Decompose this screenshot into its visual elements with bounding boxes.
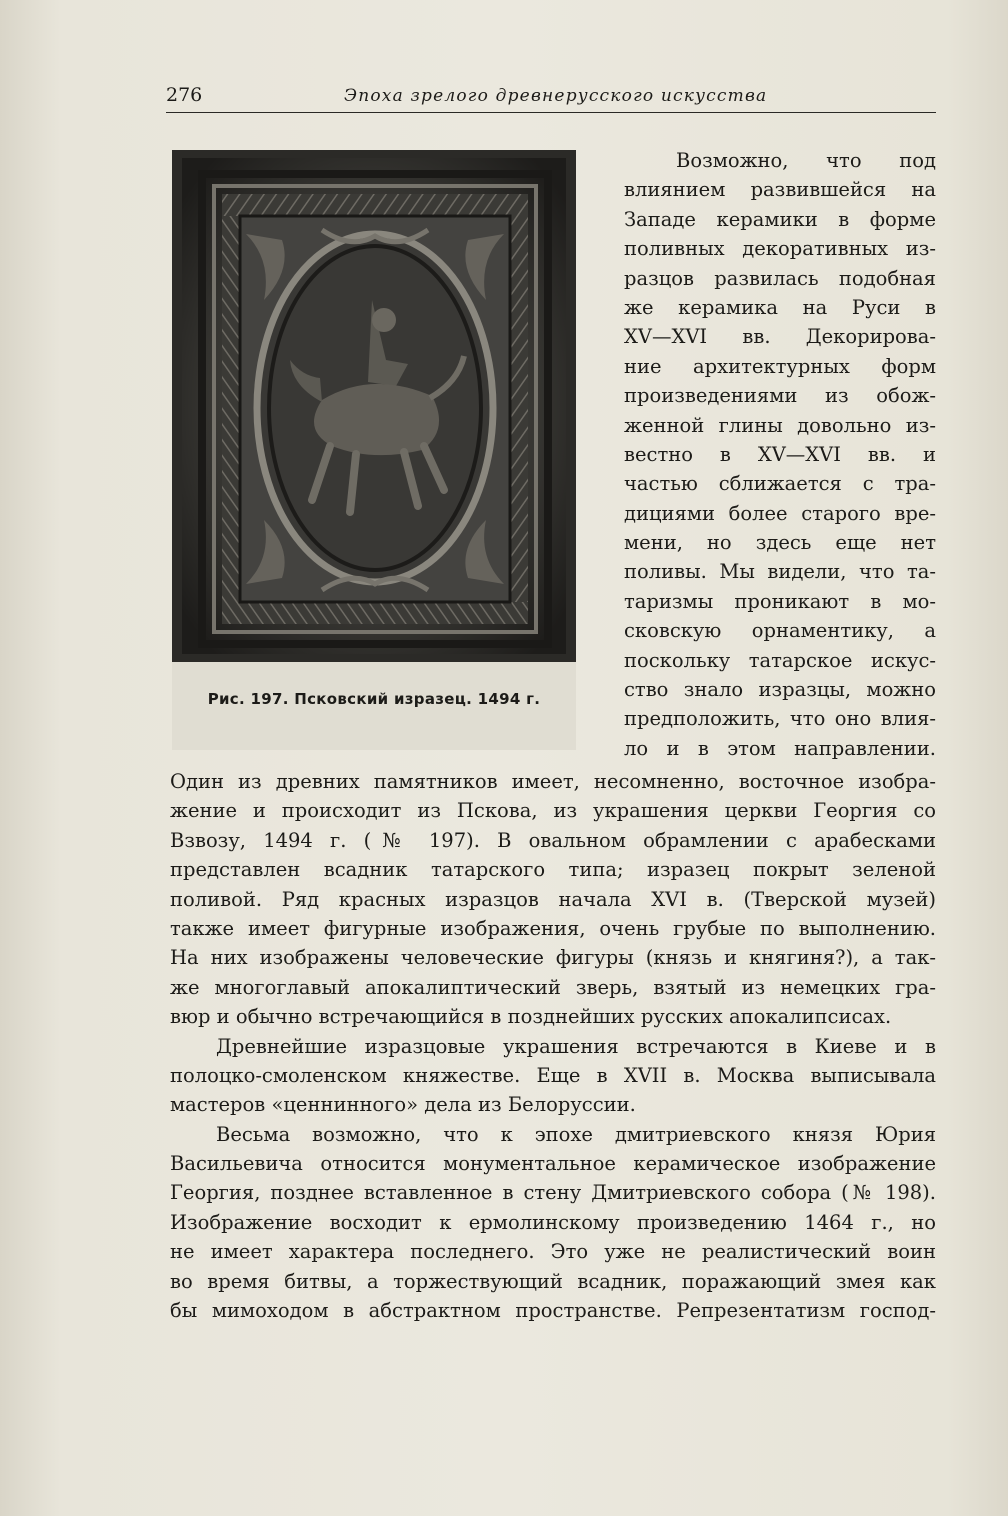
text-line: Весьма возможно, что к эпохе дмитриевского князя Юрия [216, 1122, 936, 1146]
figure-caption: Рис. 197. Псковский изразец. 1494 г. [207, 690, 541, 708]
running-title: Эпоха зрелого древнерусского искусства [344, 86, 768, 106]
text-line: вестно в XV—XVI вв. и [624, 442, 936, 466]
tile-photograph [172, 150, 576, 662]
text-line: женной глины довольно из- [624, 413, 936, 437]
text-line: На них изображены человеческие фигуры (князь и княгиня?), а так- [170, 946, 936, 970]
text-line: влиянием развившейся на [624, 178, 936, 202]
text-line: не имеет характера последнего. Это уже не реалистический воин [170, 1240, 936, 1264]
body-text [170, 767, 936, 1325]
text-line: мастеров «ценнинного» дела из Белоруссии. [170, 1093, 636, 1117]
text-line: Западе керамики в форме [624, 207, 936, 231]
text-line: сковскую орнаментику, а [624, 619, 936, 643]
text-line: Георгия, позднее вставленное в стену Дмитриевского собора (№ 198). [170, 1181, 936, 1205]
text-line: же многоглавый апокалиптический зверь, взятый из немецких гра- [170, 975, 936, 999]
text-line: полоцко-смоленском княжестве. Еще в XVII в. Москва выписывала [170, 1063, 936, 1087]
page-header [166, 82, 936, 113]
page-number: 276 [166, 84, 203, 106]
text-line: поливой. Ряд красных изразцов начала XVI в. (Тверской музей) [170, 887, 936, 911]
text-line: Взвозу, 1494 г. (№ 197). В овальном обрамлении с арабесками [170, 828, 936, 852]
text-line: дициями более старого вре- [624, 501, 936, 525]
text-line: Васильевича относится монументальное керамическое изображение [170, 1152, 936, 1176]
text-line: представлен всадник татарского типа; изразец покрыт зеленой [170, 858, 936, 882]
text-line: ние архитектурных форм [624, 354, 936, 378]
text-line: предположить, что оно влия- [624, 707, 936, 731]
text-line: бы мимоходом в абстрактном пространстве. Репрезентатизм господ- [170, 1299, 936, 1323]
text-line: поливных декоративных из- [624, 237, 936, 261]
text-line: также имеет фигурные изображения, очень грубые по выполнению. [170, 916, 936, 940]
text-line: Изображение восходит к ермолинскому произведению 1464 г., но [170, 1210, 936, 1234]
text-line: поливы. Мы видели, что та- [624, 560, 936, 584]
text-line: во время битвы, а торжествующий всадник, поражающий змея как [170, 1269, 936, 1293]
text-line: XV—XVI вв. Декорирова- [624, 325, 936, 349]
text-line: Древнейшие изразцовые украшения встречаются в Киеве и в [216, 1034, 936, 1058]
text-line: частью сближается с тра- [624, 472, 936, 496]
text-line: разцов развилась подобная [624, 266, 936, 290]
text-line: жение и происходит из Пскова, из украшения церкви Георгия со [170, 799, 936, 823]
text-line: вюр и обычно встречающийся в позднейших русских апокалипсисах. [170, 1005, 892, 1029]
text-line: таризмы проникают в мо- [624, 589, 936, 613]
text-line: ство знало изразцы, можно [624, 678, 936, 702]
column-paragraph [624, 146, 936, 763]
text-line: поскольку татарское искус- [624, 648, 936, 672]
text-line: Возможно, что под [676, 149, 936, 172]
figure-197 [172, 150, 576, 750]
text-line: произведениями из обож- [624, 384, 936, 408]
text-line: ло и в этом направлении. [624, 736, 936, 760]
text-line: Один из древних памятников имеет, несомненно, восточное изобра- [170, 770, 936, 793]
text-line: мени, но здесь еще нет [624, 531, 936, 555]
text-line: же керамика на Руси в [624, 295, 936, 319]
